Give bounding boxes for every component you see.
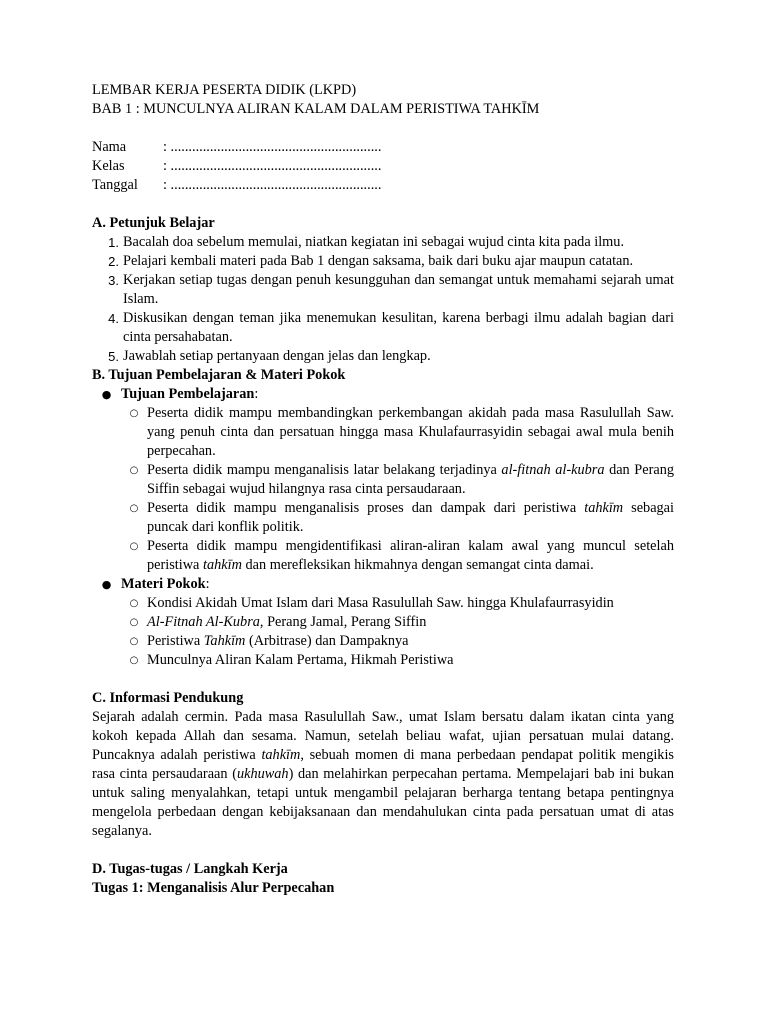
identity-form: [92, 138, 674, 195]
item-text: Peserta didik mampu mengidentifikasi aliran-aliran kalam awal yang muncul setelah peristiwa: [147, 538, 674, 573]
materi-item-text: Kondisi Akidah Umat Islam dari Masa Rasulullah Saw. hingga Khulafaurrasyidin: [147, 595, 614, 611]
list-number: 1.: [108, 235, 119, 250]
task-1-heading: Tugas 1: Menganalisis Alur Perpecahan: [92, 880, 335, 896]
item-text: (Arbitrase) dan Dampaknya: [245, 633, 409, 649]
worksheet-title: LEMBAR KERJA PESERTA DIDIK (LKPD): [92, 82, 357, 98]
item-text: , Perang Jamal, Perang Siffin: [259, 614, 427, 630]
instruction-list: [92, 233, 674, 366]
spacer: [92, 119, 674, 138]
tujuan-bullet: [92, 385, 674, 404]
item-text: Peserta didik mampu menganalisis latar belakang terjadinya: [147, 462, 502, 478]
item-text: Peserta didik mampu menganalisis proses dan dampak dari peristiwa: [147, 500, 585, 516]
sub-list-item: [92, 613, 674, 632]
item-text: Peristiwa: [147, 633, 204, 649]
sub-list-item: [92, 461, 674, 499]
item-italic-term: Tahkīm: [203, 633, 246, 649]
list-item: [92, 309, 674, 347]
paragraph-italic-term: ukhuwah: [236, 766, 289, 782]
list-text: Bacalah doa sebelum memulai, niatkan kegiatan ini sebagai wujud cinta kita pada ilmu.: [123, 234, 625, 250]
spacer: [92, 841, 674, 860]
list-number: 3.: [108, 273, 119, 288]
tujuan-label: Tujuan Pembelajaran: [121, 386, 255, 402]
sub-list-item: [92, 537, 674, 575]
section-d-heading: D. Tugas-tugas / Langkah Kerja: [92, 861, 288, 877]
list-text: Pelajari kembali materi pada Bab 1 dengan saksama, baik dari buku ajar maupun catatan.: [123, 253, 634, 269]
list-number: 4.: [108, 311, 119, 326]
list-item: [92, 347, 674, 366]
circle-bullet-icon: ○: [129, 655, 139, 666]
form-row-kelas: [92, 157, 674, 176]
list-number: 2.: [108, 254, 119, 269]
spacer: [92, 670, 674, 689]
circle-bullet-icon: ○: [129, 465, 139, 476]
section-c-heading: C. Informasi Pendukung: [92, 690, 244, 706]
materi-label: Materi Pokok: [121, 576, 206, 592]
list-item: [92, 271, 674, 309]
form-field-kelas[interactable]: : ...........................................................: [163, 158, 382, 174]
list-text: Diskusikan dengan teman jika menemukan kesulitan, karena berbagi ilmu adalah bagian dari cinta persahabatan.: [123, 310, 674, 345]
section-a-heading: A. Petunjuk Belajar: [92, 215, 215, 231]
item-text: sebagai puncak dari konflik politik.: [147, 500, 675, 535]
form-row-tanggal: [92, 176, 674, 195]
section-b-heading: B. Tujuan Pembelajaran & Materi Pokok: [92, 367, 346, 383]
circle-bullet-icon: ○: [129, 617, 139, 628]
list-text: Kerjakan setiap tugas dengan penuh kesungguhan dan semangat untuk memahami sejarah umat Islam.: [123, 272, 674, 307]
sub-list-item: [92, 594, 674, 613]
paragraph-text: Sejarah adalah cermin. Pada masa Rasulullah Saw., umat Islam bersatu dalam ikatan cinta yang kokoh kepada Allah dan sesama. Namun, setelah beliau wafat, ujian persatuan mulai datang. Puncaknya adalah peristiwa: [92, 709, 674, 763]
colon: :: [205, 576, 210, 592]
list-number: 5.: [108, 349, 119, 364]
list-item: [92, 252, 674, 271]
paragraph-italic-term: tahkīm,: [261, 747, 304, 763]
supporting-paragraph: [92, 708, 674, 841]
form-field-tanggal[interactable]: : ...........................................................: [163, 177, 382, 193]
spacer: [92, 195, 674, 214]
item-italic-term: Al-Fitnah Al-Kubra: [147, 614, 260, 630]
form-field-nama[interactable]: : ...........................................................: [163, 139, 382, 155]
form-row-nama: [92, 138, 674, 157]
list-text: Jawablah setiap pertanyaan dengan jelas dan lengkap.: [123, 348, 431, 364]
paragraph-text: ) dan melahirkan perpecahan pertama. Mempelajari bab ini bukan untuk saling menyalahkan, tetapi untuk mengambil pelajaran berharga tentang betapa pentingnya mengelola perbedaan dengan kebijaksanaan dan mendahulukan cinta pada persatuan umat di atas segalanya.: [92, 766, 674, 839]
chapter-title: BAB 1 : MUNCULNYA ALIRAN KALAM DALAM PERISTIWA TAHKĪM: [92, 101, 540, 117]
circle-bullet-icon: ○: [129, 503, 139, 514]
sub-list-item: [92, 632, 674, 651]
bullet-icon: ●: [101, 578, 112, 591]
bullet-icon: ●: [101, 388, 112, 401]
materi-item-text: Munculnya Aliran Kalam Pertama, Hikmah Peristiwa: [147, 652, 454, 668]
paragraph-text: sebuah momen di mana perbedaan pendapat politik mengikis rasa cinta persaudaraan (: [92, 747, 674, 782]
colon: :: [254, 386, 259, 402]
item-italic-term: al-fitnah al-kubra: [501, 462, 605, 478]
form-label-nama: Nama: [92, 139, 127, 155]
sub-list-item: [92, 651, 674, 670]
circle-bullet-icon: ○: [129, 598, 139, 609]
form-label-tanggal: Tanggal: [92, 177, 138, 193]
circle-bullet-icon: ○: [129, 636, 139, 647]
item-text: dan merefleksikan hikmahnya dengan semangat cinta damai.: [241, 557, 594, 573]
item-italic-term: tahkīm: [584, 500, 624, 516]
form-label-kelas: Kelas: [92, 158, 125, 174]
circle-bullet-icon: ○: [129, 541, 139, 552]
materi-bullet: [92, 575, 674, 594]
sub-list-item: [92, 499, 674, 537]
tujuan-item-text: Peserta didik mampu membandingkan perkembangan akidah pada masa Rasulullah Saw. yang penuh cinta dan persatuan hingga masa Khulafaurrasyidin sebagai awal mula benih perpecahan.: [147, 405, 674, 459]
item-italic-term: tahkīm: [202, 557, 242, 573]
sub-list-item: [92, 404, 674, 461]
list-item: [92, 233, 674, 252]
worksheet-content: [92, 81, 674, 898]
item-text: dan Perang Siffin sebagai wujud hilangnya rasa cinta persaudaraan.: [147, 462, 674, 497]
circle-bullet-icon: ○: [129, 408, 139, 419]
